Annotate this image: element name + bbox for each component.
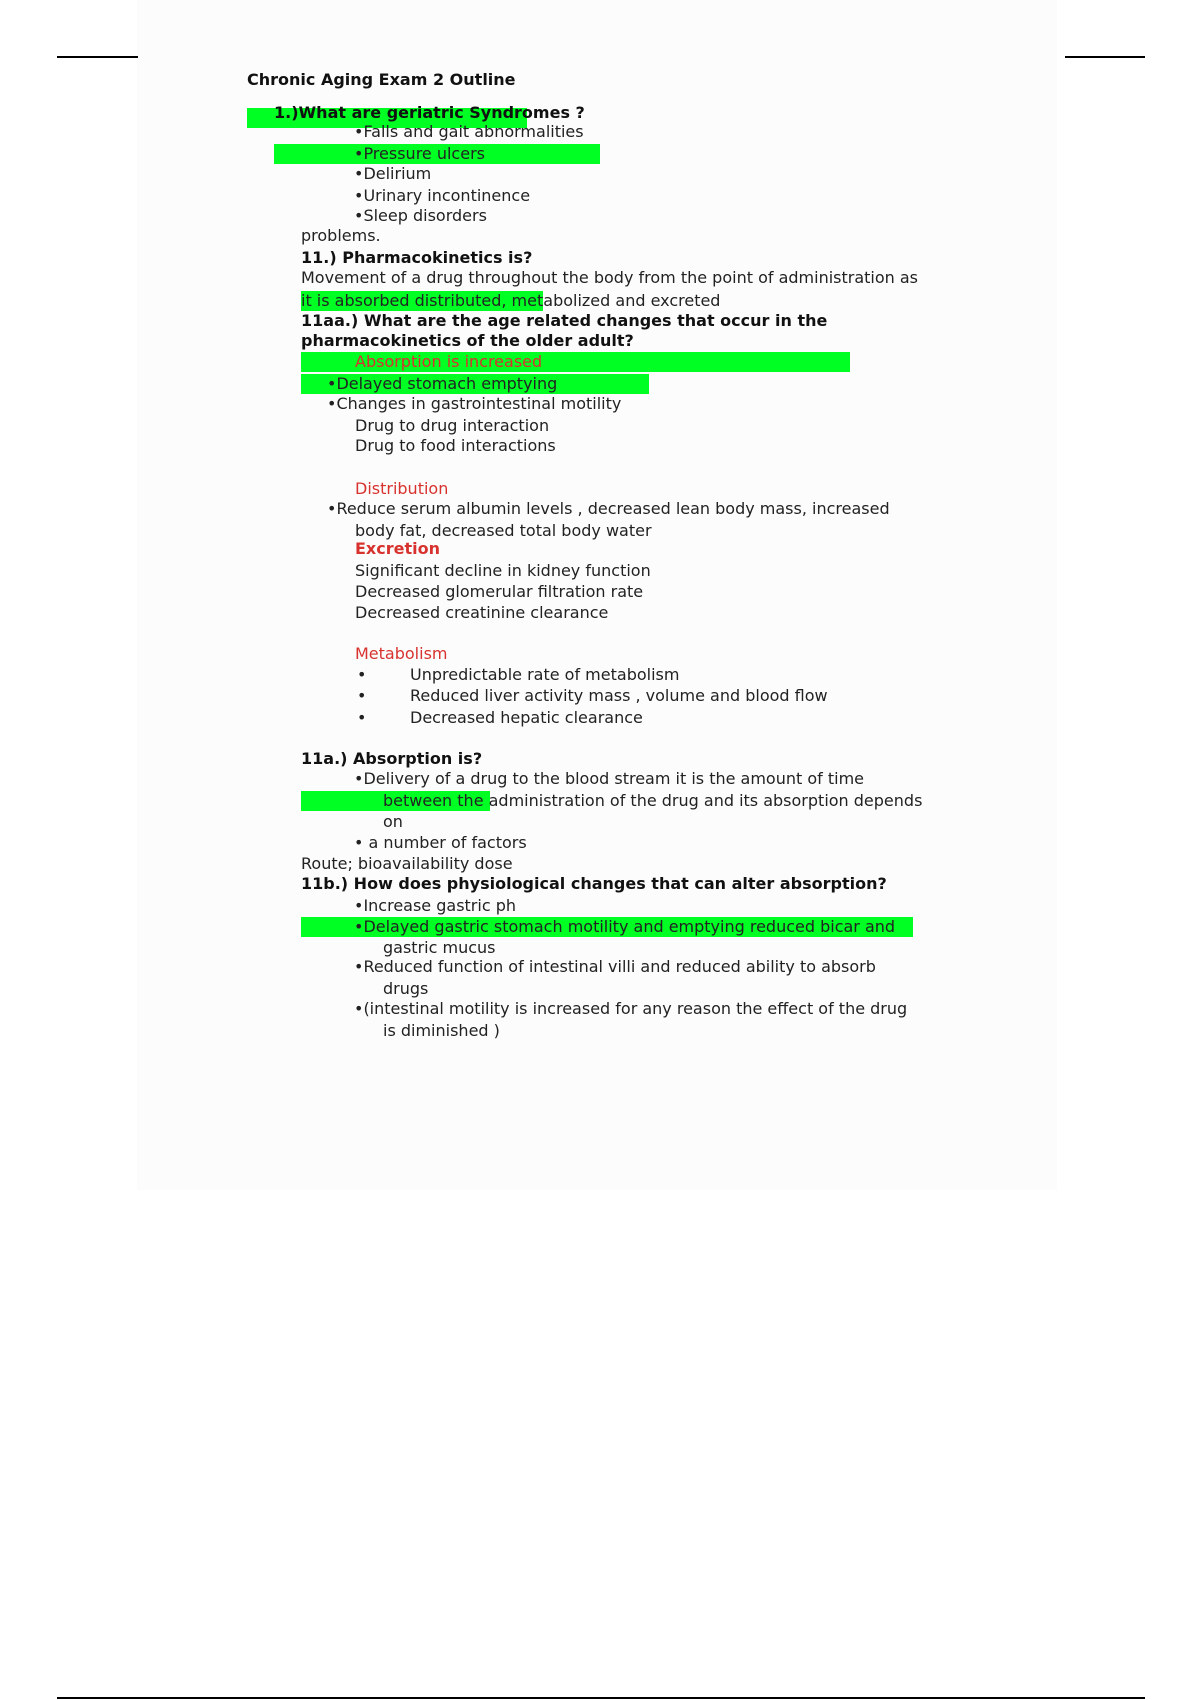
top-right-rule <box>1065 56 1145 58</box>
metabolism-heading: Metabolism <box>355 644 448 663</box>
question-11aa: 11aa.) What are the age related changes that occur in the <box>301 311 828 330</box>
top-left-rule <box>57 56 138 58</box>
list-item: •Reduced function of intestinal villi and reduced ability to absorb <box>354 957 876 976</box>
document-title: Chronic Aging Exam 2 Outline <box>247 70 516 89</box>
list-item: Reduced liver activity mass , volume and blood flow <box>410 686 828 705</box>
list-item: drugs <box>383 979 429 998</box>
list-item: •Delirium <box>354 164 432 183</box>
text-line: body fat, decreased total body water <box>355 521 652 540</box>
question-11a: 11a.) Absorption is? <box>301 749 483 768</box>
list-item: Decreased glomerular filtration rate <box>355 582 644 601</box>
bullet: • <box>357 708 367 727</box>
list-item: •Urinary incontinence <box>354 186 531 205</box>
list-item: •Delayed gastric stomach motility and emptying reduced bicar and <box>354 917 896 936</box>
list-item: Decreased creatinine clearance <box>355 603 609 622</box>
list-item: •Pressure ulcers <box>354 144 485 163</box>
text-line: • a number of factors <box>354 833 527 852</box>
list-item: is diminished ) <box>383 1021 500 1040</box>
list-item: •Changes in gastrointestinal motility <box>327 394 622 413</box>
list-item: gastric mucus <box>383 938 496 957</box>
list-item: •Increase gastric ph <box>354 896 517 915</box>
text-line: Route; bioavailability dose <box>301 854 513 873</box>
text-line: on <box>383 812 403 831</box>
list-item: •Sleep disorders <box>354 206 487 225</box>
question-11: 11.) Pharmacokinetics is? <box>301 248 533 267</box>
bottom-rule <box>57 1697 1145 1699</box>
text-line: between the administration of the drug and its absorption depends <box>383 791 923 810</box>
question-11b: 11b.) How does physiological changes that can alter absorption? <box>301 874 887 893</box>
list-item: Drug to drug interaction <box>355 416 550 435</box>
question-1: 1.)What are geriatric Syndromes ? <box>274 103 585 122</box>
list-item: Drug to food interactions <box>355 436 556 455</box>
text-line: •Reduce serum albumin levels , decreased lean body mass, increased <box>327 499 890 518</box>
text-line: problems. <box>301 226 381 245</box>
text-line: Movement of a drug throughout the body from the point of administration as <box>301 268 919 287</box>
bullet: • <box>357 665 367 684</box>
list-item: Decreased hepatic clearance <box>410 708 643 727</box>
list-item: Unpredictable rate of metabolism <box>410 665 680 684</box>
list-item: Significant decline in kidney function <box>355 561 651 580</box>
text-line: •Delivery of a drug to the blood stream it is the amount of time <box>354 769 865 788</box>
list-item: •Falls and gait abnormalities <box>354 122 584 141</box>
question-11aa-cont: pharmacokinetics of the older adult? <box>301 331 634 350</box>
excretion-heading: Excretion <box>355 539 440 558</box>
absorption-heading: Absorption is increased <box>355 352 543 371</box>
list-item: •(intestinal motility is increased for any reason the effect of the drug <box>354 999 908 1018</box>
bullet: • <box>357 686 367 705</box>
text-line: it is absorbed distributed, metabolized and excreted <box>301 291 721 310</box>
list-item: •Delayed stomach emptying <box>327 374 558 393</box>
distribution-heading: Distribution <box>355 479 449 498</box>
